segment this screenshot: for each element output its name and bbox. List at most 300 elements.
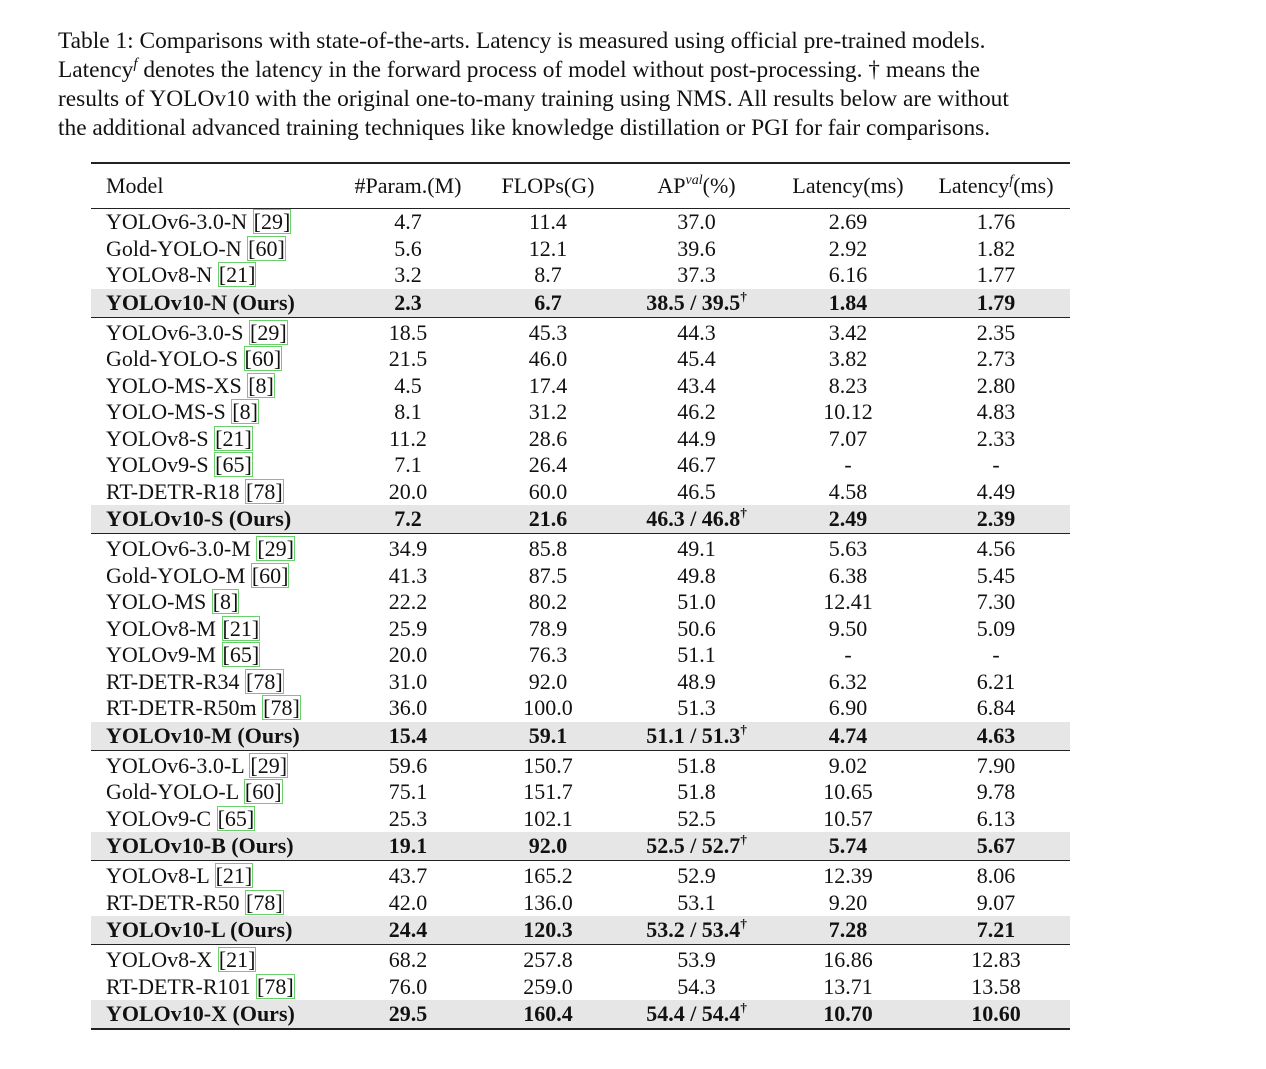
citation-link[interactable]: [21] <box>218 262 256 287</box>
cell-params <box>339 563 477 590</box>
cell-latency-value: 16.86 <box>823 947 873 972</box>
cell-latency-forward-value: 12.83 <box>971 947 1021 972</box>
cell-latency-forward-value: 1.77 <box>976 262 1016 287</box>
table-row <box>91 346 1070 373</box>
cell-model <box>91 289 339 318</box>
citation-link[interactable]: [65] <box>222 642 260 667</box>
cell-params <box>339 974 477 1001</box>
cell-latency <box>774 722 922 751</box>
cell-latency-value: 10.65 <box>823 779 873 804</box>
cell-latency-forward <box>922 722 1070 751</box>
cell-model <box>91 750 339 779</box>
cell-latency <box>774 616 922 643</box>
cell-ap <box>619 750 774 779</box>
citation-link[interactable]: [21] <box>215 425 252 451</box>
model-name: YOLOv8-L <box>106 863 215 888</box>
model-name: YOLOv6-3.0-M <box>106 536 257 561</box>
cell-latency-value: 4.74 <box>828 722 868 748</box>
cell-flops-value: 76.3 <box>528 642 568 667</box>
cell-params <box>339 1000 477 1029</box>
cell-flops-value: 80.2 <box>528 589 568 614</box>
table-row <box>91 426 1070 453</box>
cell-flops <box>477 669 619 696</box>
cell-latency-forward <box>922 806 1070 833</box>
cell-params-value: 34.9 <box>388 536 428 561</box>
cell-ap <box>619 945 774 974</box>
caption-line-1: Table 1: Comparisons with state-of-the-arts. Latency is measured using official pre-trained models. <box>58 28 986 54</box>
cell-latency-forward-value: 1.82 <box>976 235 1016 261</box>
cell-ap-value: 51.8 <box>677 779 716 804</box>
cell-latency <box>774 563 922 590</box>
cell-params-value: 29.5 <box>388 1001 428 1026</box>
cell-latency-value: 2.69 <box>828 209 868 234</box>
cell-flops <box>477 832 619 861</box>
cell-ap <box>619 832 774 861</box>
cell-flops-value: 45.3 <box>528 319 568 345</box>
cell-params <box>339 505 477 534</box>
cell-latency-value: 13.71 <box>823 973 873 999</box>
table-row <box>91 695 1070 722</box>
table-row <box>91 806 1070 833</box>
cell-params <box>339 426 477 453</box>
cell-params <box>339 289 477 318</box>
table-row-ours <box>91 505 1070 534</box>
cell-latency <box>774 426 922 453</box>
citation-link[interactable]: [78] <box>263 695 300 720</box>
cell-params <box>339 262 477 289</box>
cell-flops-value: 150.7 <box>523 752 573 778</box>
cell-latency-value: 9.02 <box>828 752 868 778</box>
header-ap-superscript: val <box>685 173 703 188</box>
citation-link[interactable]: [78] <box>257 973 294 999</box>
cell-ap-value: 44.3 <box>677 319 716 345</box>
table-row <box>91 890 1070 917</box>
cell-flops-value: 60.0 <box>528 478 568 504</box>
cell-latency-forward <box>922 861 1070 890</box>
cell-params-value: 4.7 <box>394 209 422 234</box>
cell-latency-forward-value: 2.80 <box>976 372 1016 398</box>
cell-latency <box>774 317 922 346</box>
citation-link[interactable]: [29] <box>257 536 294 561</box>
cell-params-value: 11.2 <box>389 425 427 451</box>
cell-latency-forward-value: 4.63 <box>976 722 1016 748</box>
cell-latency-forward-value: 7.21 <box>976 917 1016 942</box>
table-caption <box>58 27 1218 143</box>
cell-params <box>339 346 477 373</box>
cell-params-value: 68.2 <box>388 947 428 972</box>
cell-latency-forward <box>922 505 1070 534</box>
citation-link[interactable]: [29] <box>253 209 291 234</box>
cell-ap-value: 46.5 <box>677 478 716 504</box>
cell-latency-forward <box>922 695 1070 722</box>
table-row <box>91 534 1070 563</box>
citation-link[interactable]: [21] <box>215 863 253 888</box>
table-row <box>91 616 1070 643</box>
cell-ap-value: 44.9 <box>677 425 716 451</box>
cell-latency-value: 1.84 <box>828 289 868 315</box>
cell-latency-forward <box>922 209 1070 236</box>
citation-link[interactable]: [60] <box>244 346 282 371</box>
cell-latency <box>774 945 922 974</box>
model-name: RT-DETR-R101 <box>106 973 257 999</box>
model-name: Gold-YOLO-N <box>106 235 248 261</box>
cell-flops <box>477 616 619 643</box>
cell-params-value: 2.3 <box>394 289 422 315</box>
cell-ap <box>619 346 774 373</box>
cell-latency-value: 2.49 <box>828 506 868 531</box>
cell-ap-value: 46.7 <box>677 452 716 477</box>
model-name: YOLOv6-3.0-L <box>106 752 250 778</box>
cell-latency-forward <box>922 1000 1070 1029</box>
cell-params-value: 59.6 <box>388 752 428 778</box>
cell-params-value: 42.0 <box>388 889 428 915</box>
cell-flops-value: 259.0 <box>523 973 573 999</box>
table-body <box>91 209 1070 1030</box>
cell-latency <box>774 695 922 722</box>
cell-flops <box>477 890 619 917</box>
cell-params <box>339 479 477 506</box>
cell-ap <box>619 426 774 453</box>
cell-flops-value: 78.9 <box>528 615 568 641</box>
header-latency-forward-text: Latency <box>938 173 1010 198</box>
header-ap <box>619 163 774 209</box>
cell-latency-forward <box>922 317 1070 346</box>
citation-link[interactable]: [21] <box>218 947 256 972</box>
cell-latency-forward-value: 2.33 <box>976 425 1016 451</box>
cell-ap-value: 46.2 <box>677 399 716 424</box>
dagger-mark: † <box>740 916 747 931</box>
cell-ap <box>619 209 774 236</box>
citation-link[interactable]: [29] <box>250 319 287 345</box>
cell-params-value: 20.0 <box>388 478 428 504</box>
dagger-mark: † <box>740 721 747 737</box>
cell-ap <box>619 1000 774 1029</box>
cell-latency-forward <box>922 589 1070 616</box>
table-row <box>91 373 1070 400</box>
cell-latency-forward <box>922 399 1070 426</box>
cell-flops-value: 26.4 <box>528 452 568 477</box>
cell-params <box>339 534 477 563</box>
cell-flops <box>477 974 619 1001</box>
cell-params <box>339 373 477 400</box>
table-row <box>91 945 1070 974</box>
cell-ap <box>619 452 774 479</box>
table-row <box>91 779 1070 806</box>
cell-ap <box>619 373 774 400</box>
cell-model <box>91 832 339 861</box>
cell-model <box>91 209 339 236</box>
model-name: YOLOv10-B (Ours) <box>106 833 294 858</box>
cell-ap-value: 51.1 / 51.3 <box>646 722 741 748</box>
cell-ap <box>619 534 774 563</box>
cell-ap-value: 48.9 <box>677 668 716 694</box>
table-header-row <box>91 163 1070 209</box>
cell-latency-forward-value: 1.76 <box>976 209 1016 234</box>
cell-params <box>339 861 477 890</box>
model-name: Gold-YOLO-M <box>106 562 251 588</box>
model-name: YOLOv10-S (Ours) <box>106 506 292 531</box>
cell-latency <box>774 534 922 563</box>
cell-params <box>339 832 477 861</box>
cell-latency-forward <box>922 426 1070 453</box>
cell-model <box>91 722 339 751</box>
model-name: RT-DETR-R34 <box>106 668 246 694</box>
cell-flops <box>477 750 619 779</box>
citation-link[interactable]: [65] <box>215 452 252 477</box>
cell-flops-value: 46.0 <box>528 346 568 371</box>
cell-params-value: 5.6 <box>394 235 422 261</box>
cell-ap-value: 46.3 / 46.8 <box>646 506 741 531</box>
cell-model <box>91 452 339 479</box>
cell-latency <box>774 1000 922 1029</box>
cell-flops <box>477 563 619 590</box>
cell-model <box>91 262 339 289</box>
model-name: YOLOv8-N <box>106 262 218 287</box>
cell-latency-forward <box>922 750 1070 779</box>
model-name: RT-DETR-R18 <box>106 478 246 504</box>
cell-params-value: 25.9 <box>388 615 428 641</box>
cell-model <box>91 589 339 616</box>
cell-latency-forward-value: - <box>992 642 1000 667</box>
cell-latency-value: - <box>844 452 852 477</box>
citation-link[interactable]: [60] <box>248 235 285 261</box>
cell-flops <box>477 209 619 236</box>
cell-ap-value: 52.5 / 52.7 <box>646 833 741 858</box>
cell-flops <box>477 695 619 722</box>
cell-model <box>91 779 339 806</box>
cell-model <box>91 399 339 426</box>
citation-link[interactable]: [78] <box>246 889 283 915</box>
cell-ap-value: 51.8 <box>677 752 716 778</box>
cell-ap <box>619 505 774 534</box>
cell-ap-value: 37.3 <box>677 262 716 287</box>
table-row <box>91 861 1070 890</box>
model-name: YOLOv8-M <box>106 615 222 641</box>
model-name: YOLO-MS-XS <box>106 372 248 398</box>
citation-link[interactable]: [21] <box>222 615 260 641</box>
cell-params-value: 24.4 <box>388 917 428 942</box>
cell-params <box>339 695 477 722</box>
cell-latency-value: 12.39 <box>823 863 873 888</box>
cell-latency <box>774 642 922 669</box>
model-name: YOLOv10-M (Ours) <box>106 722 300 748</box>
citation-link[interactable]: [78] <box>246 668 283 694</box>
cell-flops <box>477 722 619 751</box>
cell-ap-value: 37.0 <box>677 209 716 234</box>
cell-params-value: 15.4 <box>388 722 428 748</box>
cell-latency <box>774 916 922 945</box>
cell-ap <box>619 890 774 917</box>
model-name: YOLOv9-C <box>106 805 217 831</box>
cell-latency-forward <box>922 916 1070 945</box>
cell-ap <box>619 317 774 346</box>
header-flops: FLOPs(G) <box>501 173 595 198</box>
caption-line-4: the additional advanced training techniques like knowledge distillation or PGI for fair comparisons. <box>58 115 991 141</box>
table-row-ours <box>91 832 1070 861</box>
cell-latency-forward-value: 6.84 <box>976 695 1016 720</box>
citation-link[interactable]: [8] <box>248 372 274 398</box>
cell-params <box>339 399 477 426</box>
cell-flops <box>477 236 619 263</box>
cell-flops <box>477 289 619 318</box>
cell-latency-forward <box>922 534 1070 563</box>
cell-ap <box>619 589 774 616</box>
cell-latency-forward-value: 5.67 <box>976 833 1016 858</box>
cell-latency <box>774 832 922 861</box>
cell-ap <box>619 289 774 318</box>
table-row <box>91 642 1070 669</box>
citation-link[interactable]: [65] <box>217 805 255 831</box>
cell-flops <box>477 861 619 890</box>
table-row <box>91 399 1070 426</box>
cell-model <box>91 563 339 590</box>
cell-latency-value: 9.20 <box>828 889 868 915</box>
cell-flops-value: 100.0 <box>523 695 573 720</box>
cell-model <box>91 1000 339 1029</box>
cell-latency-forward-value: 13.58 <box>971 973 1021 999</box>
cell-latency <box>774 974 922 1001</box>
dagger-mark: † <box>740 1000 747 1015</box>
cell-params <box>339 890 477 917</box>
caption-line-2 <box>58 56 1218 85</box>
header-latency: Latency(ms) <box>792 173 904 198</box>
cell-ap-value: 53.2 / 53.4 <box>646 917 741 942</box>
cell-flops-value: 165.2 <box>523 863 573 888</box>
cell-latency-forward-value: 4.49 <box>976 478 1016 504</box>
cell-flops-value: 87.5 <box>528 562 568 588</box>
cell-latency-forward-value: 6.21 <box>976 668 1016 694</box>
cell-params-value: 7.2 <box>394 506 422 531</box>
cell-params-value: 19.1 <box>388 833 428 858</box>
cell-latency-value: 3.42 <box>828 319 868 345</box>
cell-flops <box>477 916 619 945</box>
cell-ap-value: 54.4 / 54.4 <box>646 1001 741 1026</box>
cell-params-value: 20.0 <box>388 642 428 667</box>
cell-latency-forward <box>922 616 1070 643</box>
table-row <box>91 563 1070 590</box>
citation-link[interactable]: [8] <box>232 399 258 424</box>
cell-latency-value: 4.58 <box>828 478 868 504</box>
citation-link[interactable]: [29] <box>250 752 288 778</box>
cell-params <box>339 642 477 669</box>
model-name: YOLOv6-3.0-S <box>106 319 249 345</box>
model-name: RT-DETR-R50 <box>106 889 246 915</box>
model-name: RT-DETR-R50m <box>106 695 263 720</box>
model-name: YOLOv10-N (Ours) <box>106 289 295 315</box>
model-name: YOLOv10-L (Ours) <box>106 917 293 942</box>
cell-latency-forward-value: 9.07 <box>976 889 1016 915</box>
cell-latency-value: 7.07 <box>828 425 868 451</box>
table-row <box>91 974 1070 1001</box>
cell-ap <box>619 479 774 506</box>
cell-flops-value: 12.1 <box>528 235 568 261</box>
cell-flops-value: 6.7 <box>534 289 562 315</box>
cell-flops <box>477 945 619 974</box>
cell-model <box>91 806 339 833</box>
header-model: Model <box>106 173 164 198</box>
cell-params <box>339 722 477 751</box>
cell-ap-value: 52.9 <box>677 863 716 888</box>
cell-ap <box>619 861 774 890</box>
cell-flops <box>477 399 619 426</box>
cell-params-value: 22.2 <box>388 589 428 614</box>
cell-latency-value: 10.12 <box>823 399 873 424</box>
cell-ap <box>619 806 774 833</box>
cell-latency-value: 6.32 <box>828 668 868 694</box>
cell-latency-forward-value: 2.35 <box>976 319 1016 345</box>
cell-model <box>91 616 339 643</box>
cell-ap-value: 45.4 <box>677 346 716 371</box>
cell-ap-value: 50.6 <box>677 615 716 641</box>
cell-params <box>339 209 477 236</box>
cell-model <box>91 974 339 1001</box>
caption-line-3: results of YOLOv10 with the original one-to-many training using NMS. All results below are without <box>58 86 1009 112</box>
cell-latency-value: 7.28 <box>828 917 868 942</box>
cell-latency-forward-value: 8.06 <box>976 863 1016 888</box>
cell-latency <box>774 806 922 833</box>
cell-params-value: 21.5 <box>388 346 428 371</box>
cell-flops <box>477 779 619 806</box>
cell-flops-value: 151.7 <box>523 779 573 804</box>
citation-link[interactable]: [78] <box>246 478 283 504</box>
cell-latency-value: 9.50 <box>828 615 868 641</box>
cell-latency-value: 8.23 <box>828 372 868 398</box>
cell-flops-value: 21.6 <box>528 506 568 531</box>
cell-flops <box>477 589 619 616</box>
cell-params-value: 43.7 <box>388 863 428 888</box>
cell-latency-value: 10.57 <box>823 805 873 831</box>
cell-model <box>91 346 339 373</box>
cell-ap <box>619 916 774 945</box>
cell-latency-forward-value: 6.13 <box>976 805 1016 831</box>
cell-params <box>339 779 477 806</box>
cell-model <box>91 945 339 974</box>
table-row <box>91 209 1070 236</box>
cell-flops <box>477 317 619 346</box>
header-latency-forward-superscript: f <box>1009 173 1014 188</box>
cell-flops <box>477 452 619 479</box>
cell-flops-value: 92.0 <box>528 668 568 694</box>
cell-latency-value: 3.82 <box>828 346 868 371</box>
cell-latency <box>774 289 922 318</box>
cell-latency-forward-value: 2.39 <box>976 506 1016 531</box>
cell-flops <box>477 262 619 289</box>
cell-latency-value: 12.41 <box>823 589 873 614</box>
citation-link[interactable]: [60] <box>251 562 289 588</box>
cell-model <box>91 695 339 722</box>
citation-link[interactable]: [8] <box>212 589 239 614</box>
cell-flops <box>477 505 619 534</box>
model-name: YOLOv8-X <box>106 947 218 972</box>
cell-params-value: 41.3 <box>388 562 428 588</box>
cell-ap <box>619 722 774 751</box>
caption-superscript-f: f <box>133 56 138 72</box>
dagger-mark: † <box>740 505 747 520</box>
cell-flops <box>477 534 619 563</box>
cell-model <box>91 534 339 563</box>
table-row <box>91 262 1070 289</box>
cell-latency <box>774 346 922 373</box>
dagger-mark: † <box>740 288 747 304</box>
citation-link[interactable]: [60] <box>244 779 282 804</box>
cell-params-value: 8.1 <box>394 399 422 424</box>
cell-ap-value: 39.6 <box>677 235 716 261</box>
cell-params <box>339 916 477 945</box>
cell-ap <box>619 616 774 643</box>
cell-flops-value: 11.4 <box>529 209 567 234</box>
dagger-mark: † <box>740 832 747 847</box>
cell-model <box>91 479 339 506</box>
